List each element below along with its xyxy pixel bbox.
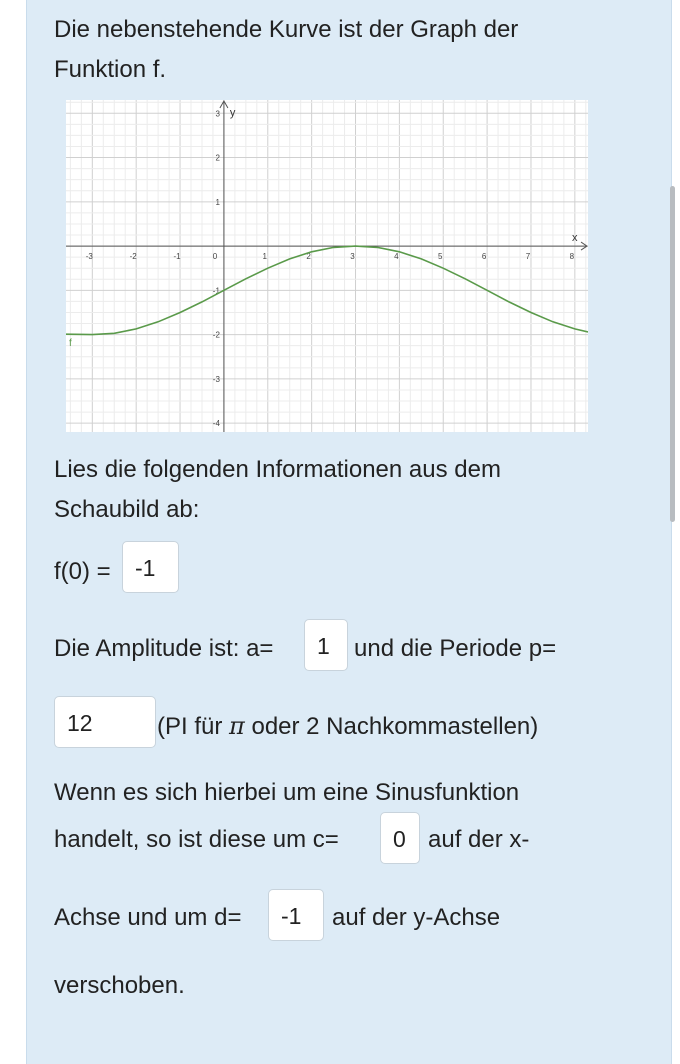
x-tick-label: 1 bbox=[262, 252, 268, 262]
x-tick-label: 0 bbox=[212, 252, 218, 262]
y-tick-label: -4 bbox=[212, 419, 220, 429]
function-graph bbox=[66, 100, 588, 432]
x-tick-label: 6 bbox=[481, 252, 487, 262]
period-input[interactable]: 12 bbox=[54, 696, 156, 748]
x-axis-label: x bbox=[572, 232, 578, 245]
period-label: und die Periode p= bbox=[354, 635, 557, 662]
f0-label: f(0) = bbox=[54, 558, 111, 585]
x-tick-label: 2 bbox=[306, 252, 311, 262]
y-tick-label: 2 bbox=[215, 153, 220, 163]
series-label-f: f bbox=[69, 338, 72, 350]
shift-d-label: Achse und um d= bbox=[54, 904, 242, 931]
x-tick-label: -1 bbox=[173, 252, 181, 262]
d-input[interactable]: -1 bbox=[268, 889, 324, 941]
shift-line-1: Wenn es sich hierbei um eine Sinusfunktion bbox=[54, 779, 520, 806]
scrollbar[interactable] bbox=[670, 186, 675, 522]
shift-c-after: auf der x- bbox=[428, 826, 530, 853]
instruction-line-1: Lies die folgenden Informationen aus dem bbox=[54, 456, 501, 483]
y-tick-label: -3 bbox=[212, 374, 220, 384]
y-tick-label: 1 bbox=[215, 197, 220, 207]
x-tick-label: 8 bbox=[569, 252, 575, 262]
intro-line-2: Funktion f. bbox=[54, 56, 167, 83]
f0-input[interactable]: -1 bbox=[122, 541, 179, 593]
amplitude-label: Die Amplitude ist: a= bbox=[54, 635, 274, 662]
shift-last-line: verschoben. bbox=[54, 972, 185, 999]
x-tick-label: 7 bbox=[525, 252, 531, 262]
pi-symbol: π bbox=[229, 712, 245, 740]
shift-d-after: auf der y-Achse bbox=[332, 904, 501, 931]
y-tick-label: -1 bbox=[212, 286, 220, 296]
y-axis-label: y bbox=[229, 107, 236, 119]
function-graph-svg bbox=[66, 100, 588, 432]
period-hint bbox=[157, 706, 538, 747]
x-tick-label: 4 bbox=[394, 252, 399, 262]
y-tick-label: -2 bbox=[212, 330, 220, 340]
c-input[interactable]: 0 bbox=[380, 812, 420, 864]
y-tick-label: 3 bbox=[215, 109, 220, 119]
shift-c-label: handelt, so ist diese um c= bbox=[54, 826, 339, 853]
instruction-line-2: Schaubild ab: bbox=[54, 496, 200, 523]
x-tick-label: -3 bbox=[85, 252, 93, 262]
period-hint-pre: (PI für bbox=[157, 713, 230, 740]
x-tick-label: -2 bbox=[129, 252, 137, 262]
period-hint-post: oder 2 Nachkommastellen) bbox=[244, 713, 539, 740]
amplitude-input[interactable]: 1 bbox=[304, 619, 348, 671]
intro-line-1: Die nebenstehende Kurve ist der Graph der bbox=[54, 16, 519, 43]
x-tick-label: 5 bbox=[438, 252, 443, 262]
x-tick-label: 3 bbox=[350, 252, 355, 262]
